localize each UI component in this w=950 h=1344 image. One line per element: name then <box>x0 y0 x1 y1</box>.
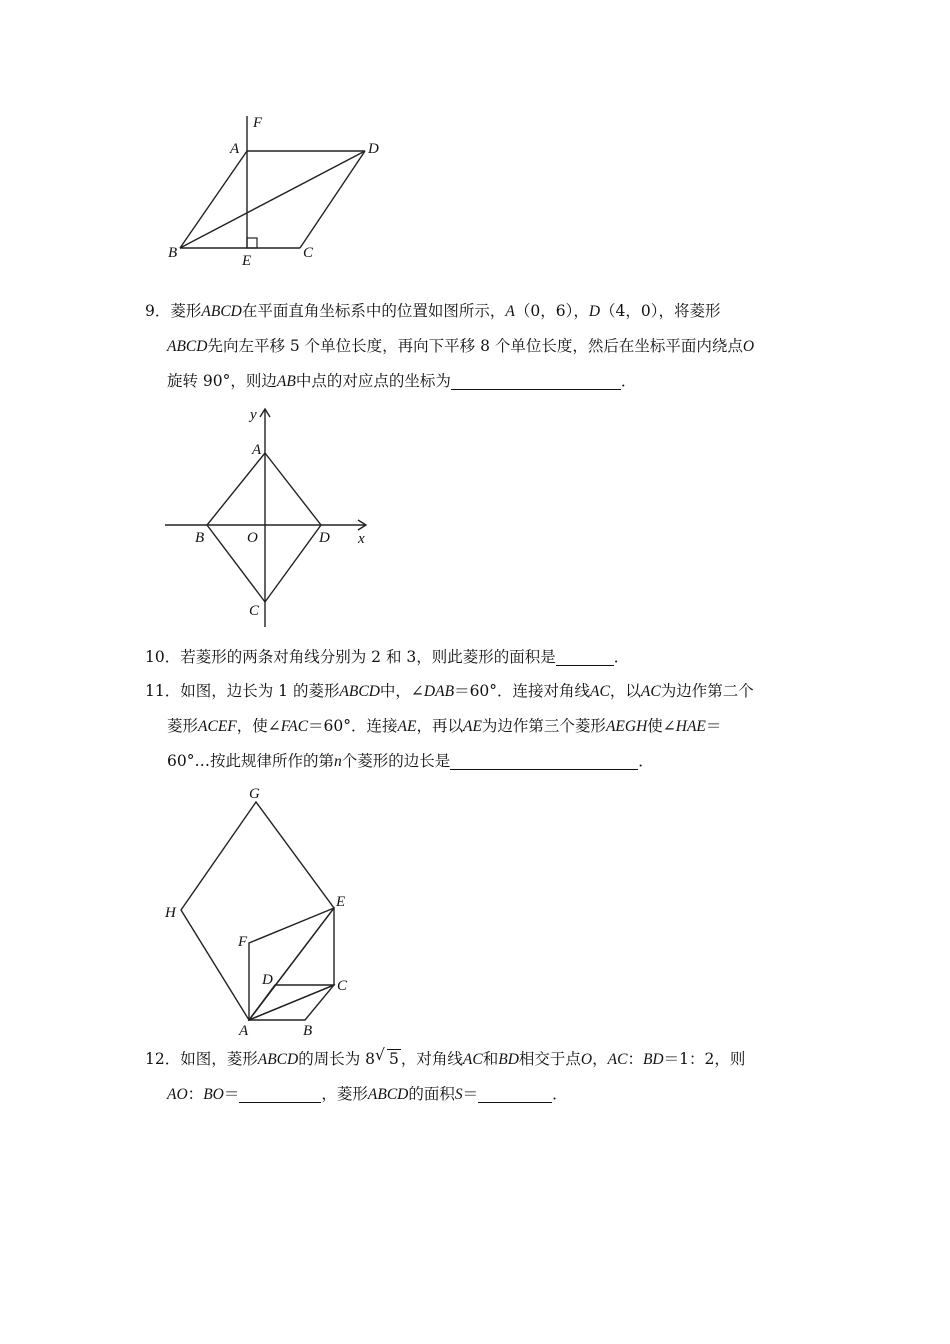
figure-parallelogram <box>160 108 400 278</box>
label-a: A <box>230 141 240 157</box>
figure-rhombus-axes <box>160 405 385 635</box>
label-b: B <box>168 245 178 261</box>
label-c: C <box>337 978 348 994</box>
label-x: x <box>358 531 365 547</box>
question-10: 10．若菱形的两条对角线分别为 2 和 3，则此菱形的面积是 ． <box>145 648 630 666</box>
question-11: 11．如图，边长为 1 的菱形ABCD中，∠DAB＝60°．连接对角线AC，以AC为边作第二个 菱形ACEF，使∠FAC＝60°．连接AE，再以AE为边作第三个菱形AEGH使∠HAE＝ 60°…按此规律所作的第n个菱形的边长是 ． <box>145 682 754 770</box>
rhombus-aegh <box>181 802 334 1020</box>
question-9: 9．菱形ABCD在平面直角坐标系中的位置如图所示，A（0，6），D（4，0），将菱形 ABCD先向左平移 5 个单位长度，再向下平移 8 个单位长度，然后在坐标平面内绕点O 旋转 90°，则边AB中点的对应点的坐标为 ． <box>145 302 755 390</box>
label-d: D <box>368 141 379 157</box>
question-number: 12． <box>145 1050 181 1068</box>
right-angle-mark <box>247 238 257 248</box>
question-number: 10． <box>145 648 181 666</box>
label-a: A <box>252 442 262 458</box>
segment-ab <box>180 151 247 248</box>
label-d: D <box>319 530 330 546</box>
label-b: B <box>303 1023 313 1039</box>
square-root: √ 5 <box>375 1046 399 1068</box>
label-o: O <box>247 530 258 546</box>
label-g: G <box>249 786 260 802</box>
question-number: 11． <box>145 682 181 700</box>
label-f: F <box>253 115 263 131</box>
question-12: 12．如图，菱形ABCD的周长为 8 √ 5 ，对角线AC和BD相交于点O，AC：BD＝1：2，则 AO：BO＝ ，菱形ABCD的面积S＝ ． <box>145 1042 815 1112</box>
label-f: F <box>238 934 248 950</box>
answer-blank[interactable] <box>556 647 614 666</box>
label-a: A <box>239 1023 249 1039</box>
label-h: H <box>165 905 176 921</box>
figure-nested-rhombuses <box>160 780 360 1040</box>
segment-bd <box>180 151 365 248</box>
label-c: C <box>303 245 314 261</box>
segment-dc <box>300 151 365 248</box>
rhombus-abcd <box>207 453 321 602</box>
label-e: E <box>336 894 346 910</box>
label-e: E <box>242 253 252 269</box>
label-c: C <box>249 603 260 619</box>
answer-blank[interactable] <box>450 751 638 770</box>
answer-blank-area[interactable] <box>478 1084 552 1103</box>
label-d: D <box>262 972 273 988</box>
question-number: 9． <box>145 302 171 320</box>
answer-blank-ratio[interactable] <box>239 1084 321 1103</box>
answer-blank[interactable] <box>451 371 621 390</box>
label-b: B <box>195 530 205 546</box>
label-y: y <box>250 407 257 423</box>
